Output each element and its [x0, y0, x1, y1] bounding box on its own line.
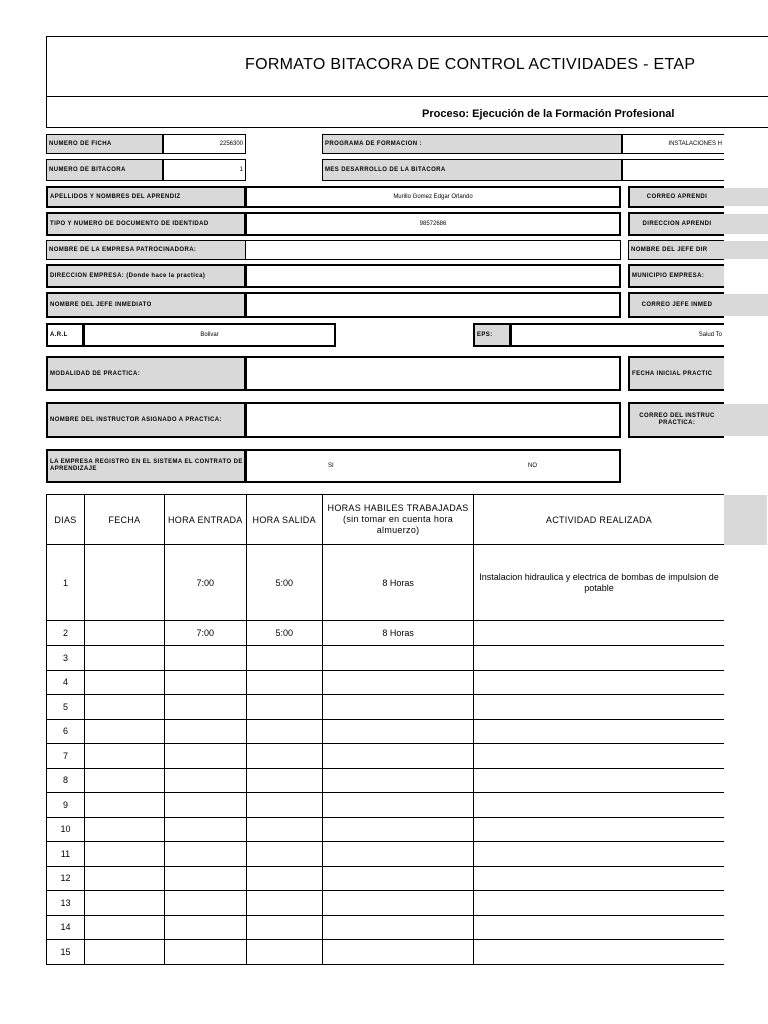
header-divider	[46, 96, 768, 97]
mes-field[interactable]	[622, 159, 724, 181]
direccion-empresa-field[interactable]	[245, 264, 621, 288]
table-row	[47, 719, 768, 744]
direccion-aprendiz-label: DIRECCION APRENDI	[628, 212, 724, 236]
documento-label: TIPO Y NUMERO DE DOCUMENTO DE IDENTIDAD	[46, 212, 246, 236]
col-header-hora-entrada: HORA ENTRADA	[164, 495, 246, 545]
horas-cell[interactable]	[322, 915, 474, 940]
dia-cell: 7	[47, 744, 85, 769]
row-overflow	[724, 793, 768, 818]
actividad-cell[interactable]	[474, 646, 724, 671]
actividad-cell[interactable]	[474, 793, 724, 818]
actividad-cell[interactable]	[474, 768, 724, 793]
page-title: FORMATO BITACORA DE CONTROL ACTIVIDADES - ETAP	[245, 56, 696, 73]
direccion-aprendiz-overflow	[724, 214, 768, 234]
horas-cell[interactable]	[322, 793, 474, 818]
col-header-overflow	[724, 495, 768, 545]
actividad-cell[interactable]	[474, 719, 724, 744]
fecha-cell[interactable]	[84, 670, 164, 695]
fecha-inicial-label: FECHA INICIAL PRACTIC	[628, 356, 724, 391]
registro-contrato-label: LA EMPRESA REGISTRO EN EL SISTEMA EL CONTRATO DE APRENDIZAJE	[46, 449, 246, 483]
row-overflow	[724, 891, 768, 916]
hora-salida-cell[interactable]	[246, 940, 322, 965]
modalidad-field[interactable]	[245, 356, 621, 391]
jefe-inmediato-field[interactable]	[245, 292, 621, 318]
row-overflow	[724, 842, 768, 867]
hora-salida-cell[interactable]	[246, 915, 322, 940]
programa-label: PROGRAMA DE FORMACION :	[322, 134, 622, 154]
dia-cell: 1	[47, 545, 85, 621]
col-header-hora-salida: HORA SALIDA	[246, 495, 322, 545]
hora-entrada-cell[interactable]: 7:00	[164, 621, 246, 646]
horas-cell[interactable]	[322, 744, 474, 769]
hora-entrada-cell[interactable]	[164, 744, 246, 769]
fecha-cell[interactable]	[84, 891, 164, 916]
horas-cell[interactable]	[322, 866, 474, 891]
actividad-cell[interactable]	[474, 744, 724, 769]
table-row	[47, 817, 768, 842]
hora-entrada-cell[interactable]	[164, 891, 246, 916]
dia-cell: 5	[47, 695, 85, 720]
jefe-dir-label: NOMBRE DEL JEFE DIR	[628, 240, 724, 260]
modalidad-label: MODALIDAD DE PRACTICA:	[46, 356, 246, 391]
horas-cell[interactable]	[322, 768, 474, 793]
hora-entrada-cell[interactable]	[164, 793, 246, 818]
hora-salida-cell[interactable]	[246, 866, 322, 891]
correo-jefe-overflow	[724, 294, 768, 316]
actividad-cell[interactable]	[474, 670, 724, 695]
actividad-cell[interactable]	[474, 891, 724, 916]
actividad-cell[interactable]	[474, 621, 724, 646]
horas-cell[interactable]: 8 Horas	[322, 545, 474, 621]
hora-salida-cell[interactable]	[246, 695, 322, 720]
horas-cell[interactable]	[322, 842, 474, 867]
activity-log-table	[46, 494, 768, 965]
process-subtitle: Proceso: Ejecución de la Formación Profesional	[422, 108, 675, 120]
registro-no-option[interactable]: NO	[528, 463, 537, 469]
table-row	[47, 866, 768, 891]
hora-salida-cell[interactable]: 5:00	[246, 545, 322, 621]
mes-label: MES DESARROLLO DE LA BITACORA	[322, 159, 622, 181]
fecha-cell[interactable]	[84, 719, 164, 744]
table-row	[47, 793, 768, 818]
row-overflow	[724, 915, 768, 940]
fecha-cell[interactable]	[84, 621, 164, 646]
horas-cell[interactable]	[322, 891, 474, 916]
table-row	[47, 695, 768, 720]
dia-cell: 12	[47, 866, 85, 891]
hora-salida-cell[interactable]	[246, 670, 322, 695]
table-row	[47, 670, 768, 695]
dia-cell: 13	[47, 891, 85, 916]
jefe-dir-overflow	[724, 241, 768, 259]
numero-ficha-field[interactable]: 2256300	[163, 134, 246, 154]
dia-cell: 9	[47, 793, 85, 818]
fecha-cell[interactable]	[84, 768, 164, 793]
horas-cell[interactable]	[322, 940, 474, 965]
hora-entrada-cell[interactable]	[164, 670, 246, 695]
numero-ficha-label: NUMERO DE FICHA	[46, 134, 163, 154]
actividad-cell[interactable]: Instalacion hidraulica y electrica de bombas de impulsion de potable	[474, 545, 724, 621]
actividad-cell[interactable]	[474, 940, 724, 965]
row-overflow	[724, 695, 768, 720]
registro-contrato-options	[245, 449, 621, 483]
horas-cell[interactable]	[322, 646, 474, 671]
col-header-actividad: ACTIVIDAD REALIZADA	[474, 495, 724, 545]
empresa-label: NOMBRE DE LA EMPRESA PATROCINADORA:	[46, 240, 246, 260]
row-overflow	[724, 621, 768, 646]
dia-cell: 15	[47, 940, 85, 965]
hora-salida-cell[interactable]	[246, 817, 322, 842]
hora-entrada-cell[interactable]	[164, 695, 246, 720]
hora-salida-cell[interactable]: 5:00	[246, 621, 322, 646]
hora-entrada-cell[interactable]	[164, 768, 246, 793]
fecha-cell[interactable]	[84, 866, 164, 891]
dia-cell: 8	[47, 768, 85, 793]
eps-label: EPS:	[473, 323, 511, 347]
horas-cell[interactable]: 8 Horas	[322, 621, 474, 646]
correo-aprendiz-overflow	[724, 188, 768, 206]
actividad-cell[interactable]	[474, 915, 724, 940]
hora-entrada-cell[interactable]	[164, 915, 246, 940]
dia-cell: 4	[47, 670, 85, 695]
table-row	[47, 744, 768, 769]
dia-cell: 6	[47, 719, 85, 744]
actividad-cell[interactable]	[474, 866, 724, 891]
table-row	[47, 915, 768, 940]
hora-salida-cell[interactable]	[246, 646, 322, 671]
table-row	[47, 768, 768, 793]
actividad-cell[interactable]	[474, 817, 724, 842]
hora-entrada-cell[interactable]	[164, 842, 246, 867]
row-overflow	[724, 817, 768, 842]
hora-entrada-cell[interactable]	[164, 940, 246, 965]
hora-salida-cell[interactable]	[246, 793, 322, 818]
fecha-cell[interactable]	[84, 842, 164, 867]
dia-cell: 2	[47, 621, 85, 646]
row-overflow	[724, 768, 768, 793]
table-row	[47, 842, 768, 867]
row-overflow	[724, 940, 768, 965]
row-overflow	[724, 719, 768, 744]
correo-jefe-label: CORREO JEFE INMED	[628, 292, 724, 318]
municipio-label: MUNICIPIO EMPRESA:	[628, 264, 724, 288]
row-overflow	[724, 866, 768, 891]
hora-salida-cell[interactable]	[246, 891, 322, 916]
instructor-field[interactable]	[245, 402, 621, 438]
hora-entrada-cell[interactable]	[164, 866, 246, 891]
apellidos-field[interactable]: Murillo Gomez Edgar Orlando	[245, 186, 621, 208]
fecha-cell[interactable]	[84, 793, 164, 818]
hora-entrada-cell[interactable]	[164, 817, 246, 842]
apellidos-label: APELLIDOS Y NOMBRES DEL APRENDIZ	[46, 186, 246, 208]
actividad-cell[interactable]	[474, 695, 724, 720]
direccion-empresa-label: DIRECCION EMPRESA: (Donde hace la practica)	[46, 264, 246, 288]
row-overflow	[724, 545, 768, 621]
table-row	[47, 891, 768, 916]
registro-si-option[interactable]: SI	[328, 463, 334, 469]
empresa-field[interactable]	[245, 240, 621, 260]
table-row	[47, 646, 768, 671]
correo-instructor-overflow	[724, 404, 768, 436]
col-header-dias: DIAS	[47, 495, 85, 545]
arl-field[interactable]: Bolivar	[83, 323, 336, 347]
correo-instructor-label: CORREO DEL INSTRUC PRACTICA:	[628, 402, 724, 438]
dia-cell: 11	[47, 842, 85, 867]
numero-bitacora-label: NUMERO DE BITACORA	[46, 159, 163, 181]
programa-field[interactable]: INSTALACIONES H	[622, 134, 724, 154]
row-overflow	[724, 646, 768, 671]
fecha-cell[interactable]	[84, 744, 164, 769]
actividad-cell[interactable]	[474, 842, 724, 867]
fecha-cell[interactable]	[84, 646, 164, 671]
hora-salida-cell[interactable]	[246, 719, 322, 744]
fecha-cell[interactable]	[84, 940, 164, 965]
table-row	[47, 545, 768, 621]
table-row	[47, 940, 768, 965]
correo-aprendiz-label: CORREO APRENDI	[628, 186, 724, 208]
horas-cell[interactable]	[322, 695, 474, 720]
horas-cell[interactable]	[322, 670, 474, 695]
fecha-cell[interactable]	[84, 817, 164, 842]
instructor-label: NOMBRE DEL INSTRUCTOR ASIGNADO A PRACTICA:	[46, 402, 246, 438]
hora-salida-cell[interactable]	[246, 842, 322, 867]
dia-cell: 3	[47, 646, 85, 671]
horas-cell[interactable]	[322, 719, 474, 744]
hora-entrada-cell[interactable]	[164, 719, 246, 744]
table-row	[47, 621, 768, 646]
hora-entrada-cell[interactable]: 7:00	[164, 545, 246, 621]
col-header-horas-habiles: HORAS HABILES TRABAJADAS (sin tomar en cuenta hora almuerzo)	[322, 495, 474, 545]
fecha-cell[interactable]	[84, 695, 164, 720]
dia-cell: 10	[47, 817, 85, 842]
dia-cell: 14	[47, 915, 85, 940]
fecha-cell[interactable]	[84, 915, 164, 940]
horas-cell[interactable]	[322, 817, 474, 842]
arl-label: A.R.L	[46, 323, 84, 347]
hora-entrada-cell[interactable]	[164, 646, 246, 671]
numero-bitacora-field[interactable]: 1	[163, 159, 246, 181]
fecha-cell[interactable]	[84, 545, 164, 621]
row-overflow	[724, 670, 768, 695]
row-overflow	[724, 744, 768, 769]
hora-salida-cell[interactable]	[246, 744, 322, 769]
activity-log-body	[47, 545, 768, 965]
jefe-inmediato-label: NOMBRE DEL JEFE INMEDIATO	[46, 292, 246, 318]
eps-field[interactable]: Salud To	[510, 323, 724, 347]
documento-field[interactable]: 98572686	[245, 212, 621, 236]
hora-salida-cell[interactable]	[246, 768, 322, 793]
col-header-fecha: FECHA	[84, 495, 164, 545]
